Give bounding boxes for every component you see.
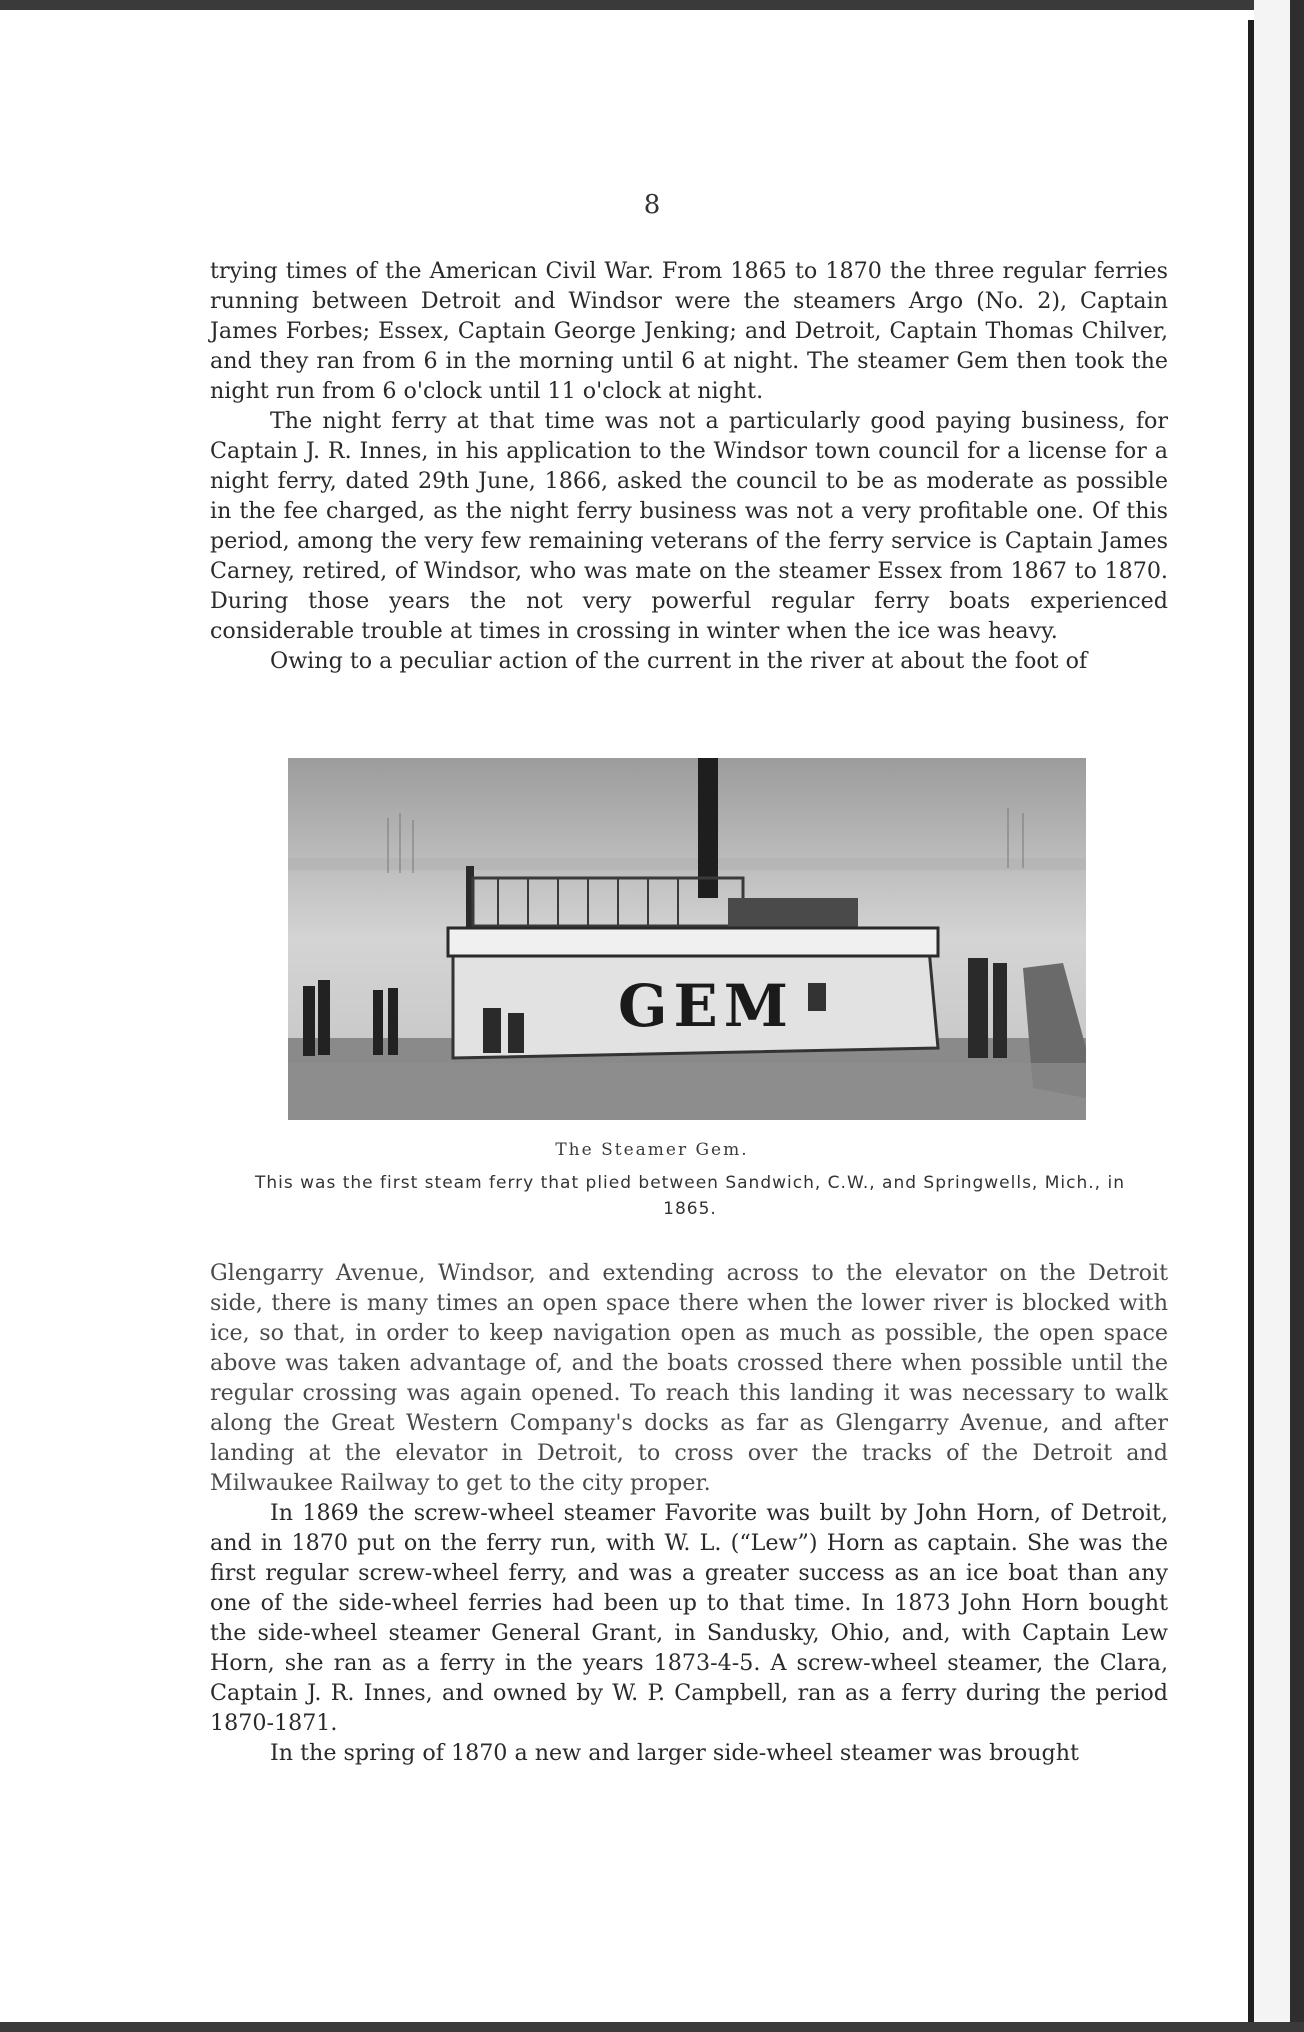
text-block-top <box>210 256 1168 676</box>
paragraph: Owing to a peculiar action of the current in the river at about the foot of <box>270 648 1088 674</box>
boat-name-lettering: GEM <box>618 972 794 1040</box>
figure-caption-title: The Steamer Gem. <box>555 1140 749 1160</box>
photo-illustration <box>288 758 1086 1120</box>
paragraph: Glengarry Avenue, Windsor, and extending across to the elevator on the Detroit side, there is many times an open space there when the lower river is blocked with ice, so that, in order to keep navigation open as much as possible, the open space above was taken advantage of, and the boats crossed there when possible until the regular crossing was again opened. To reach this landing it was necessary to walk along the Great Western Company's docks as far as Glengarry Avenue, and after landing at the elevator in Detroit, to cross over the tracks of the Detroit and Milwaukee Railway to get to the city proper. <box>210 1260 1168 1496</box>
paragraph: trying times of the American Civil War. From 1865 to 1870 the three regular ferries running between Detroit and Windsor were the steamers Argo (No. 2), Captain James Forbes; Essex, Captain George Jenking; and Detroit, Captain Thomas Chilver, and they ran from 6 in the morning until 6 at night. The steamer Gem then took the night run from 6 o'clock until 11 o'clock at night. <box>210 258 1168 404</box>
paragraph: In the spring of 1870 a new and larger side-wheel steamer was brought <box>270 1740 1079 1766</box>
text-block-bottom <box>210 1258 1168 1768</box>
paragraph: The night ferry at that time was not a particularly good paying business, for Captain J. R. Innes, in his application to the Windsor town council for a license for a night ferry, dated 29th June, 1866, asked the council to be as moderate as possible in the fee charged, as the night ferry business was not a very profitable one. Of this period, among the very few remaining veterans of the ferry service is Captain James Carney, retired, of Windsor, who was mate on the steamer Essex from 1867 to 1870. During those years the not very powerful regular ferry boats experienced considerable trouble at times in crossing in winter when the ice was heavy. <box>210 408 1168 644</box>
scan-page-edge <box>1248 20 1254 2030</box>
scan-border-top <box>0 0 1304 10</box>
paragraph: In 1869 the screw-wheel steamer Favorite was built by John Horn, of Detroit, and in 1870 put on the ferry run, with W. L. (“Lew”) Horn as captain. She was the first regular screw-wheel ferry, and was a greater success as an ice boat than any one of the side-wheel ferries had been up to that time. In 1873 John Horn bought the side-wheel steamer General Grant, in Sandusky, Ohio, and, with Captain Lew Horn, she ran as a ferry in the years 1873-4-5. A screw-wheel steamer, the Clara, Captain J. R. Innes, and owned by W. P. Campbell, ran as a ferry during the period 1870-1871. <box>210 1500 1168 1736</box>
figure-caption-text: This was the first steam ferry that plied between Sandwich, C.W., and Springwells, Mich., in 1865. <box>255 1173 1125 1219</box>
steamer-gem-photo <box>288 758 1086 1120</box>
scan-margin-right <box>1254 0 1290 2032</box>
scan-border-right <box>1290 0 1304 2032</box>
page-number: 8 <box>643 190 661 220</box>
scan-border-bottom <box>0 2022 1304 2032</box>
